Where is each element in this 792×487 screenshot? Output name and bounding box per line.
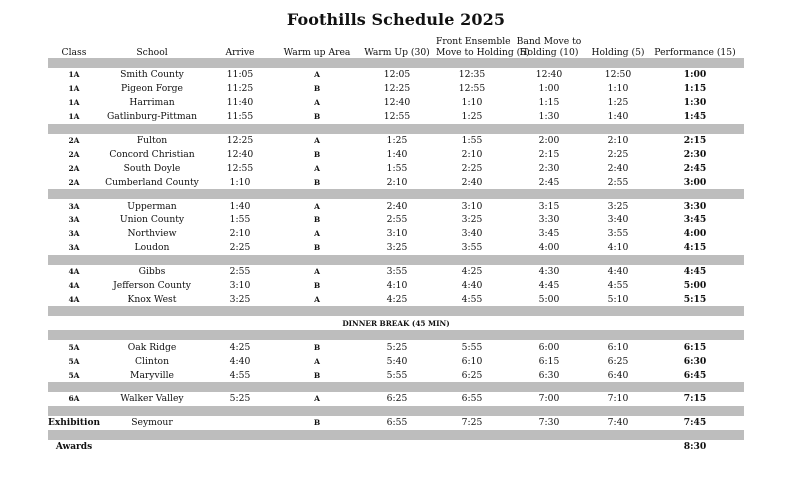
warmup-cell: 4:25 [386,293,408,305]
warmup-cell: 2:55 [386,214,408,226]
arrive-cell [204,416,276,430]
header-front-ensemble-line1: Front Ensemble [436,36,511,47]
table-row [48,265,744,279]
group-separator [48,430,744,440]
table-row [48,416,744,430]
table-row [48,227,744,241]
band-move-cell: 7:00 [538,393,560,405]
performance-cell: 1:30 [683,97,707,109]
school-cell: Jefferson County [113,280,191,292]
school-cell: Upperman [127,200,177,212]
class-cell: 3A [68,215,80,225]
warmup-area-cell: A [314,98,320,108]
school-cell: Gatlinburg-Pittman [106,111,198,123]
table-row [48,147,744,161]
table-row [48,241,744,255]
performance-cell: 2:45 [683,162,707,174]
arrive-cell: 1:55 [229,214,251,226]
table-row [48,354,744,368]
arrive-cell: 3:25 [229,293,251,305]
band-move-cell: 4:00 [538,242,560,254]
separator-bar [48,306,744,316]
warmup-area-cell: A [314,294,320,304]
holding-cell: 6:40 [607,369,629,381]
warmup-cell: 12:25 [383,83,411,95]
header-front-ensemble [436,35,530,58]
warmup-area-cell: A [314,201,320,211]
separator-bar [48,189,744,199]
band-move-cell [508,440,590,454]
table-row [48,82,744,96]
schedule-table [48,35,744,454]
page-title: Foothills Schedule 2025 [286,10,506,29]
performance-cell: 8:30 [683,441,707,453]
warmup-area-cell: B [313,342,321,352]
band-move-cell: 6:00 [538,341,560,353]
table-row [48,134,744,148]
class-cell: Awards [55,441,93,452]
warmup-cell: 5:40 [386,355,408,367]
school-cell: Seymour [131,417,173,429]
class-cell: 5A [68,370,80,380]
front-ensemble-cell: 1:10 [461,97,483,109]
school-cell: Clinton [135,355,169,367]
group-separator [48,306,744,316]
separator-bar [48,255,744,265]
table-row [48,368,744,382]
school-cell: Oak Ridge [127,341,177,353]
separator-bar [48,58,744,68]
dinner-break-label: DINNER BREAK (45 MIN) [342,318,450,328]
table-row [48,161,744,175]
band-move-cell: 2:30 [538,162,560,174]
holding-cell: 1:10 [607,83,629,95]
holding-cell: 12:50 [604,69,632,81]
band-move-cell: 7:30 [538,417,560,429]
arrive-cell [204,440,276,454]
arrive-cell: 11:25 [226,83,254,95]
table-row [48,292,744,306]
warmup-area-cell: A [314,267,320,277]
school-cell: Smith County [120,69,184,81]
table-row [48,68,744,82]
warmup-area-cell: A [314,394,320,404]
warmup-cell: 3:25 [386,242,408,254]
band-move-cell: 3:15 [538,200,560,212]
front-ensemble-cell: 4:55 [461,293,483,305]
school-cell: Concord Christian [109,148,195,160]
band-move-cell: 6:15 [538,355,560,367]
group-separator [48,255,744,265]
school-cell: Knox West [127,293,177,305]
warmup-cell: 1:55 [386,162,408,174]
separator-bar [48,124,744,134]
holding-cell: 3:25 [607,200,629,212]
holding-cell: 1:25 [607,97,629,109]
table-row [48,175,744,189]
warmup-area-cell: B [313,149,321,159]
arrive-cell: 1:40 [229,200,251,212]
school-cell: Fulton [136,135,168,146]
band-move-cell: 1:30 [538,111,560,123]
group-separator [48,189,744,199]
band-move-cell: 2:00 [538,135,560,146]
arrive-cell: 2:55 [229,266,251,278]
header-holding: Holding (5) [591,47,645,58]
class-cell: 3A [68,201,80,211]
performance-cell: 1:15 [683,83,707,95]
warmup-area-cell: B [313,281,321,291]
arrive-cell: 2:10 [229,228,251,240]
group-separator [48,330,744,340]
holding-cell: 4:40 [607,266,629,278]
class-cell: 1A [68,84,80,94]
header-school: School [136,47,168,58]
band-move-cell: 12:40 [535,69,563,81]
warmup-area-cell: A [314,163,320,173]
warmup-cell: 1:25 [386,135,408,146]
front-ensemble-cell: 3:25 [461,214,483,226]
group-separator [48,124,744,134]
front-ensemble-cell: 1:55 [461,135,483,146]
performance-cell: 1:45 [683,111,707,123]
warmup-area-cell: B [313,418,321,428]
performance-cell: 5:15 [683,293,707,305]
arrive-cell: 11:55 [226,111,254,123]
warmup-cell: 5:25 [386,341,408,353]
holding-cell: 6:25 [607,355,629,367]
front-ensemble-cell: 4:25 [461,266,483,278]
holding-cell: 7:10 [607,393,629,405]
holding-cell [590,440,646,454]
arrive-cell: 12:25 [226,135,254,146]
warmup-area-cell: B [313,177,321,187]
warmup-area-cell [276,440,358,454]
band-move-cell: 3:45 [538,228,560,240]
table-row [48,340,744,354]
arrive-cell: 11:40 [226,97,254,109]
front-ensemble-cell: 3:10 [461,200,483,212]
class-cell: 3A [68,243,80,253]
arrive-cell: 12:40 [226,148,254,160]
holding-cell: 2:55 [607,176,629,188]
warmup-cell: 1:40 [386,148,408,160]
class-cell: 2A [68,136,80,145]
arrive-cell: 12:55 [226,162,254,174]
class-cell: 6A [68,394,80,404]
class-cell: 1A [68,112,80,122]
band-move-cell: 2:45 [538,176,560,188]
front-ensemble-cell: 12:35 [458,69,486,81]
class-cell: 4A [68,267,80,277]
warmup-area-cell: A [314,356,320,366]
front-ensemble-cell: 1:25 [461,111,483,123]
school-cell: Northview [127,228,177,240]
band-move-cell: 1:15 [538,97,560,109]
separator-bar [48,430,744,440]
table-row [48,199,744,213]
warmup-cell: 6:25 [386,393,408,405]
performance-cell: 3:45 [683,214,707,226]
holding-cell: 6:10 [607,341,629,353]
separator-bar [48,406,744,416]
school-cell: Gibbs [138,266,166,278]
table-row [48,440,744,454]
class-cell: 1A [68,98,80,108]
performance-cell: 5:00 [683,280,707,292]
school-cell: Cumberland County [105,176,199,188]
holding-cell: 1:40 [607,111,629,123]
warmup-area-cell: B [313,84,321,94]
warmup-cell: 12:55 [383,111,411,123]
performance-cell: 6:45 [683,369,707,381]
performance-cell: 3:00 [683,176,707,188]
holding-cell: 7:40 [607,417,629,429]
header-band-move-line2: Holding (10) [519,47,579,58]
warmup-cell: 6:55 [386,417,408,429]
holding-cell: 2:40 [607,162,629,174]
school-cell: Maryville [130,369,174,381]
performance-cell: 2:30 [683,148,707,160]
warmup-cell: 12:40 [383,97,411,109]
performance-cell: 7:45 [683,417,707,429]
warmup-cell: 5:55 [386,369,408,381]
arrive-cell: 4:40 [229,355,251,367]
group-separator [48,58,744,68]
warmup-area-cell: B [313,215,321,225]
performance-cell: 7:15 [683,393,707,405]
performance-cell: 1:00 [683,69,707,81]
school-cell: Walker Valley [120,393,184,405]
front-ensemble-cell: 6:25 [461,369,483,381]
warmup-area-cell: A [314,136,320,145]
warmup-area-cell: B [313,243,321,253]
group-separator [48,406,744,416]
holding-cell: 3:55 [607,228,629,240]
table-row [48,213,744,227]
header-band-move-line1: Band Move to [516,36,582,47]
warmup-cell: 4:10 [386,280,408,292]
warmup-cell: 3:10 [386,228,408,240]
class-cell: 2A [68,177,80,187]
holding-cell: 5:10 [607,293,629,305]
arrive-cell: 2:25 [229,242,251,254]
header-class: Class [61,47,87,58]
warmup-cell: 12:05 [383,69,411,81]
dinner-break-row [48,316,744,330]
front-ensemble-cell: 6:55 [461,393,483,405]
arrive-cell: 1:10 [229,176,251,188]
front-ensemble-cell: 3:40 [461,228,483,240]
front-ensemble-cell: 12:55 [458,83,486,95]
school-cell: South Doyle [123,162,181,174]
arrive-cell: 4:25 [229,341,251,353]
performance-cell: 4:45 [683,266,707,278]
band-move-cell: 3:30 [538,214,560,226]
header-front-ensemble-line2: Move to Holding (5) [436,47,530,58]
table-row [48,110,744,124]
band-move-cell: 6:30 [538,369,560,381]
table-row [48,279,744,293]
band-move-cell: 5:00 [538,293,560,305]
front-ensemble-cell: 7:25 [461,417,483,429]
front-ensemble-cell [436,440,508,454]
header-arrive: Arrive [225,47,255,58]
warmup-cell: 2:40 [386,200,408,212]
separator-bar [48,330,744,340]
warmup-area-cell: A [314,229,320,239]
band-move-cell: 1:00 [538,83,560,95]
front-ensemble-cell: 4:40 [461,280,483,292]
header-performance: Performance (15) [654,47,736,58]
class-cell: 4A [68,281,80,291]
band-move-cell: 2:15 [538,148,560,160]
table-row [48,392,744,406]
school-cell [100,440,204,454]
band-move-cell: 4:45 [538,280,560,292]
arrive-cell: 4:55 [229,369,251,381]
class-cell: Exhibition [48,417,101,428]
class-cell: 5A [68,342,80,352]
front-ensemble-cell: 3:55 [461,242,483,254]
header-warmup: Warm Up (30) [364,47,430,58]
performance-cell: 6:15 [683,341,707,353]
schedule-body [48,58,744,454]
holding-cell: 3:40 [607,214,629,226]
arrive-cell: 3:10 [229,280,251,292]
holding-cell: 4:10 [607,242,629,254]
front-ensemble-cell: 2:40 [461,176,483,188]
school-cell: Pigeon Forge [121,83,183,95]
separator-bar [48,382,744,392]
class-cell: 2A [68,149,80,159]
table-row [48,96,744,110]
performance-cell: 4:00 [683,228,707,240]
school-cell: Union County [119,214,185,226]
header-warmup-area: Warm up Area [283,47,351,58]
warmup-cell [358,440,436,454]
class-cell: 5A [68,356,80,366]
arrive-cell: 11:05 [226,69,254,81]
band-move-cell: 4:30 [538,266,560,278]
warmup-area-cell: B [313,370,321,380]
arrive-cell: 5:25 [229,393,251,405]
performance-cell: 3:30 [683,200,707,212]
front-ensemble-cell: 2:25 [461,162,483,174]
front-ensemble-cell: 5:55 [461,341,483,353]
class-cell: 1A [68,70,80,80]
front-ensemble-cell: 6:10 [461,355,483,367]
warmup-area-cell: B [313,112,321,122]
class-cell: 3A [68,229,80,239]
performance-cell: 4:15 [683,242,707,254]
group-separator [48,382,744,392]
class-cell: 2A [68,163,80,173]
holding-cell: 2:25 [607,148,629,160]
holding-cell: 2:10 [607,135,629,146]
school-cell: Loudon [134,242,170,254]
holding-cell: 4:55 [607,280,629,292]
performance-cell: 2:15 [683,135,707,146]
warmup-cell: 3:55 [386,266,408,278]
class-cell: 4A [68,294,80,304]
performance-cell: 6:30 [683,355,707,367]
warmup-cell: 2:10 [386,176,408,188]
header-band-move [508,35,590,58]
front-ensemble-cell: 2:10 [461,148,483,160]
warmup-area-cell: A [314,70,320,80]
header-row [48,35,744,58]
school-cell: Harriman [129,97,175,109]
